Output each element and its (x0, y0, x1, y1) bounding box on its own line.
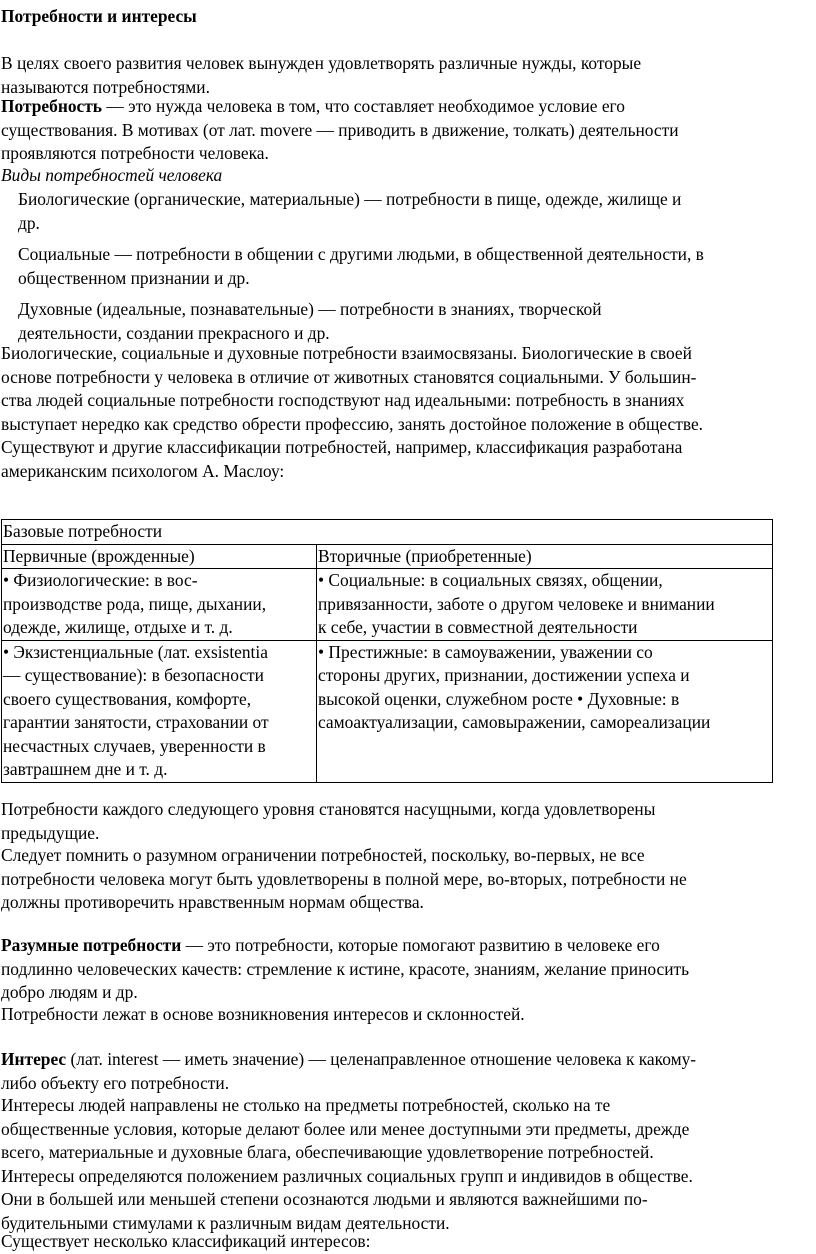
interrelation-paragraph (1, 342, 801, 483)
cell-line: самоактуализации, самовыражении, самореализации (318, 712, 711, 732)
text-line (1, 934, 801, 958)
reasonable-needs-paragraph (1, 934, 801, 1005)
text-span: — это потребности, которые помогают развитию в человеке его (181, 935, 660, 955)
need-term: Потребность (1, 96, 103, 116)
text-line: американским психологом А. Маслоу: (1, 460, 285, 481)
table-header-cell: Вторичные (приобретенные) (317, 544, 773, 569)
text-line: ства людей социальные потребности господствуют над идеальными: потребность в знаниях (1, 390, 685, 410)
table-row (2, 520, 773, 545)
classifications-paragraph: Существует несколько классификаций интересов: (1, 1231, 371, 1251)
cell-line: своего существования, комфорте, (3, 688, 252, 709)
text-line: Интересы определяются положением различных социальных групп и индивидов в обществе. (1, 1165, 693, 1186)
reasonable-needs-term: Разумные потребности (1, 935, 182, 955)
cell-line: • Физиологические: в вос- (3, 570, 198, 590)
cell-line: к себе, участии в совместной деятельности (318, 617, 638, 637)
needs-types-list (18, 188, 798, 347)
text-line (1, 1048, 801, 1072)
cell-line: одежде, жилище, отдыхе и т. д. (3, 617, 233, 637)
text-line: основе потребности у человека в отличие от животных становятся социальными. У большин- (1, 366, 697, 387)
limitation-paragraph (1, 844, 801, 915)
text-line: деятельности, создании прекрасного и др. (18, 322, 330, 343)
cell-line: — существование): в безопасности (3, 665, 264, 685)
text-span: (лат. interest — иметь значение) — целенаправленное отношение человека к какому- (66, 1049, 697, 1069)
interest-term: Интерес (1, 1049, 67, 1069)
text-line: потребности человека могут быть удовлетворены в полной мере, во-вторых, потребности не (1, 868, 687, 889)
cell-line: несчастных случаев, уверенности в (3, 735, 266, 756)
cell-line: • Престижные: в самоуважении, уважении со (318, 641, 653, 662)
text-line: предыдущие. (1, 822, 100, 843)
text-line: Потребности каждого следующего уровня становятся насущными, когда удовлетворены (1, 799, 656, 819)
table-header-cell: Первичные (врожденные) (2, 544, 317, 569)
cell-line: стороны других, признании, достижении успеха и (318, 665, 690, 685)
text-line: Интересы людей направлены не столько на предметы потребностей, сколько на те (1, 1095, 611, 1115)
text-line: называются потребностями. (1, 76, 210, 97)
text-line: должны противоречить нравственным нормам общества. (1, 892, 424, 912)
text-line (1, 95, 801, 119)
text-line: Биологические (органические, материальные) — потребности в пище, одежде, жилище и (18, 189, 682, 209)
text-line: В целях своего развития человек вынужден удовлетворять различные нужды, которые (1, 53, 642, 73)
levels-paragraph (1, 798, 801, 845)
need-definition-paragraph (1, 95, 801, 166)
text-line: Следует помнить о разумном ограничении потребностей, поскольку, во-первых, не все (1, 845, 645, 865)
text-line: выступает нередко как средство обрести профессию, занять достойное положение в обществе. (1, 413, 704, 434)
cell-line: гарантии занятости, страховании от (3, 712, 269, 732)
basis-paragraph: Потребности лежат в основе возникновения интересов и склонностей. (1, 1004, 525, 1024)
text-line: Они в большей или меньшей степени осознаются людьми и являются важнейшими по- (1, 1189, 648, 1209)
table-cell (2, 640, 317, 782)
list-item (18, 243, 798, 290)
table-row (2, 569, 773, 641)
table-row (2, 544, 773, 569)
cell-line: • Социальные: в социальных связях, общении, (318, 570, 663, 590)
text-line: др. (18, 212, 40, 233)
text-line: общественном признании и др. (18, 267, 250, 288)
cell-line: • Экзистенциальные (лат. exsistentia (3, 641, 268, 662)
text-line: подлинно человеческих качеств: стремление к истине, красоте, знаниям, желание приносить (1, 958, 690, 979)
table-cell (317, 640, 773, 782)
cell-line: высокой оценки, служебном росте • Духовные: в (318, 688, 680, 709)
text-span: — это нужда человека в том, что составляет необходимое условие его (102, 96, 625, 116)
table-cell (2, 569, 317, 641)
text-line: будительными стимулами к различным видам деятельности. (1, 1212, 450, 1233)
text-line: Духовные (идеальные, познавательные) — потребности в знаниях, творческой (18, 299, 602, 319)
text-line: проявляются потребности человека. (1, 143, 269, 163)
table-row (2, 640, 773, 782)
interests-paragraph (1, 1094, 801, 1235)
text-line: Биологические, социальные и духовные потребности взаимосвязаны. Биологические в своей (1, 343, 692, 363)
text-line: всего, материальные и духовные блага, обеспечивающие удовлетворение потребностей. (1, 1142, 654, 1162)
text-line: общественные условия, которые делают более или менее доступными эти предметы, дрежде (1, 1118, 690, 1139)
list-item (18, 188, 798, 235)
text-line: Социальные — потребности в общении с другими людьми, в общественной деятельности, в (18, 244, 704, 264)
maslow-needs-table (1, 519, 773, 783)
text-line: либо объекту его потребности. (1, 1072, 230, 1093)
cell-line: завтрашнем дне и т. д. (3, 759, 168, 779)
types-heading: Виды потребностей человека (1, 165, 223, 185)
text-line: добро людям и др. (1, 982, 138, 1002)
text-line: Существуют и другие классификации потребностей, например, классификация разработана (1, 437, 683, 457)
table-header-cell: Базовые потребности (2, 520, 773, 545)
intro-paragraph (1, 52, 801, 99)
list-item (18, 298, 798, 345)
page-title: Потребности и интересы (1, 6, 197, 26)
cell-line: привязанности, заботе о другом человеке и внимании (318, 593, 715, 614)
interest-definition-paragraph (1, 1048, 801, 1095)
table-cell (317, 569, 773, 641)
cell-line: производстве рода, пище, дыхании, (3, 593, 267, 614)
text-line: существования. В мотивах (от лат. movere — приводить в движение, толкать) деятельности (1, 119, 679, 140)
